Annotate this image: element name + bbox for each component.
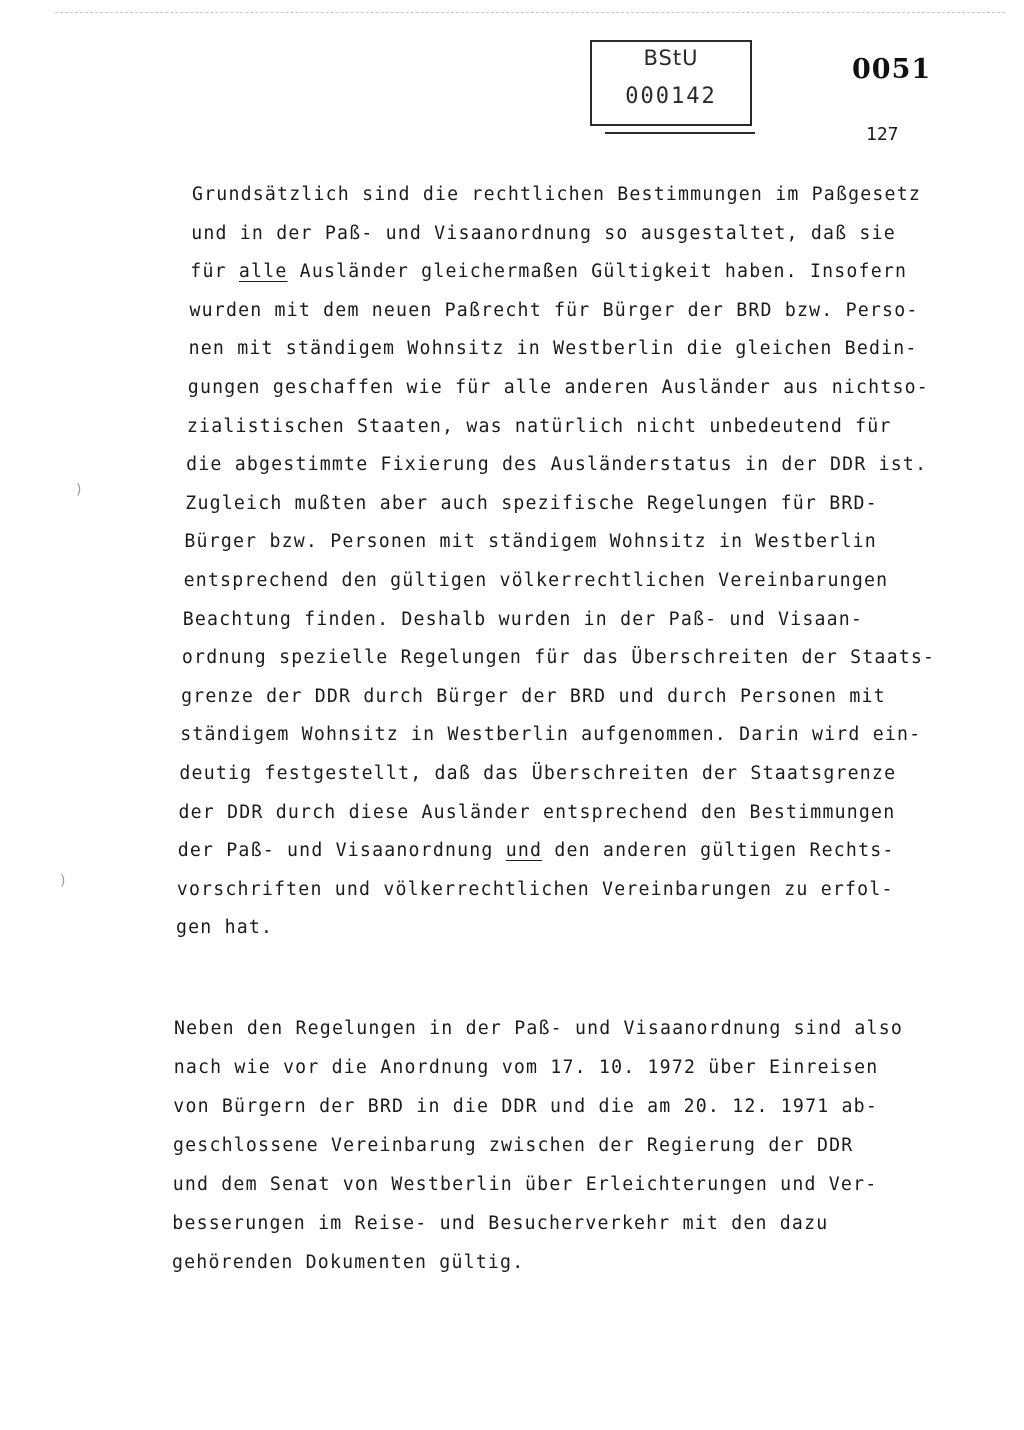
- text-segment: entsprechend den gültigen völkerrechtlichen Vereinbarungen: [183, 570, 889, 591]
- text-segment: gungen geschaffen wie für alle anderen Ausländer aus nichtso-: [187, 377, 929, 398]
- text-segment: nach wie vor die Anordnung vom 17. 10. 1972 über Einreisen: [173, 1057, 879, 1078]
- text-segment: ständigem Wohnsitz in Westberlin aufgenommen. Darin wird ein-: [180, 724, 922, 746]
- text-line: [187, 415, 892, 439]
- margin-mark: ): [76, 482, 82, 498]
- text-segment: Neben den Regelungen in der Paß- und Visaanordnung sind also: [174, 1018, 903, 1039]
- text-line: [177, 878, 894, 902]
- text-segment: ordnung spezielle Regelungen für das Überschreiten der Staats-: [181, 647, 936, 669]
- text-segment: geschlossene Vereinbarung zwischen der Regierung der DDR: [173, 1135, 854, 1156]
- text-line: [176, 916, 273, 940]
- text-segment: Beachtung finden. Deshalb wurden in der Paß- und Visaan-: [182, 608, 864, 630]
- folio-number: 0051: [852, 54, 932, 85]
- text-segment: Ausländer gleichermaßen Gültigkeit haben. Insofern: [287, 261, 908, 283]
- text-line: [173, 1173, 878, 1197]
- text-line: [191, 222, 896, 246]
- page-top-edge: [55, 12, 1005, 13]
- text-line: [178, 839, 895, 863]
- text-line: [174, 1017, 903, 1041]
- text-segment: für: [190, 261, 239, 283]
- text-segment: Zugleich mußten aber auch spezifische Regelungen für BRD-: [185, 492, 878, 514]
- text-line: [190, 260, 907, 284]
- text-line: [192, 183, 921, 207]
- text-segment: gehörenden Dokumenten gültig.: [172, 1252, 525, 1273]
- underlined-word: alle: [238, 261, 288, 283]
- text-line: [174, 1056, 879, 1080]
- text-segment: gen hat.: [176, 917, 274, 939]
- text-segment: grenze der DDR durch Bürger der BRD und durch Personen mit: [181, 685, 886, 707]
- text-line: [181, 685, 886, 709]
- text-segment: die abgestimmte Fixierung des Ausländerstatus in der DDR ist.: [186, 454, 928, 476]
- text-line: [179, 801, 896, 825]
- text-line: [189, 337, 918, 361]
- text-segment: und dem Senat von Westberlin über Erleichterungen und Ver-: [172, 1174, 878, 1195]
- text-segment: den anderen gültigen Rechts-: [542, 840, 895, 862]
- text-segment: vorschriften und völkerrechtlichen Vereinbarungen zu erfol-: [176, 878, 894, 900]
- text-segment: besserungen im Reise- und Besucherverkehr mit den dazu: [172, 1213, 829, 1234]
- margin-mark: ): [60, 873, 66, 889]
- text-line: [173, 1134, 853, 1158]
- text-line: [173, 1095, 878, 1119]
- text-segment: der DDR durch diese Ausländer entsprechend den Bestimmungen: [178, 801, 896, 823]
- text-line: [186, 453, 927, 477]
- text-line: [182, 646, 935, 670]
- text-segment: und in der Paß- und Visaanordnung so ausgestaltet, daß sie: [191, 222, 896, 244]
- text-segment: Grundsätzlich sind die rechtlichen Bestimmungen im Paßgesetz: [192, 184, 921, 205]
- archive-stamp: [590, 40, 752, 126]
- text-line: [179, 762, 896, 786]
- text-line: [188, 376, 929, 400]
- text-line: [183, 608, 863, 632]
- text-segment: Bürger bzw. Personen mit ständigem Wohnsitz in Westberlin: [184, 531, 877, 553]
- page-number: 127: [866, 124, 899, 145]
- text-line: [184, 569, 889, 593]
- text-segment: von Bürgern der BRD in die DDR und die am 20. 12. 1971 ab-: [173, 1096, 878, 1117]
- stamp-archive-number: 000142: [625, 84, 717, 109]
- stamp-archive-name: BStU: [643, 46, 699, 70]
- text-line: [172, 1251, 524, 1275]
- text-line: [185, 492, 878, 516]
- text-line: [184, 530, 877, 554]
- text-segment: zialistischen Staaten, was natürlich nicht unbedeutend für: [186, 415, 892, 437]
- text-line: [172, 1212, 828, 1236]
- text-segment: deutig festgestellt, daß das Überschreiten der Staatsgrenze: [179, 763, 897, 784]
- text-segment: nen mit ständigem Wohnsitz in Westberlin die gleichen Bedin-: [188, 338, 918, 360]
- text-line: [190, 299, 919, 323]
- stamp-underline: [605, 132, 755, 134]
- underlined-word: und: [505, 840, 543, 862]
- text-segment: der Paß- und Visaanordnung: [177, 840, 506, 862]
- text-segment: wurden mit dem neuen Paßrecht für Bürger der BRD bzw. Perso-: [189, 299, 919, 321]
- text-line: [180, 723, 921, 747]
